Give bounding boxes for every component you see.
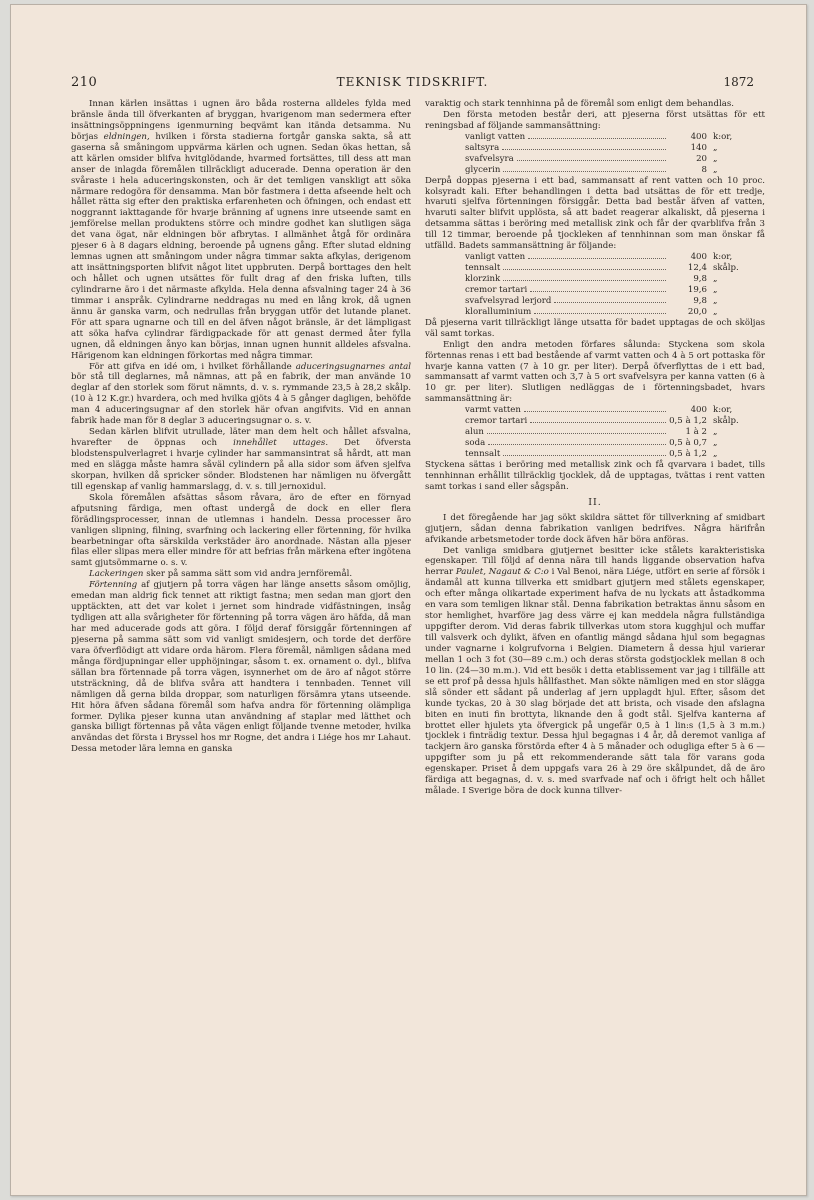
recipe-row — [465, 143, 765, 154]
ingredient-unit: k:or, — [713, 131, 733, 142]
ingredient-unit: „ — [713, 449, 718, 459]
recipe-row — [465, 427, 765, 438]
leader-dots — [530, 291, 666, 292]
ingredient-name: soda — [465, 438, 486, 449]
ingredient-unit: „ — [713, 438, 718, 449]
paragraph: Det vanliga smidbara gjutjernet besitter icke stålets karakteristiska egenskaper. Till följd af denna nära till hands liggande observation hafva herrar Paulet, Nagaut & C:o i Val Benoi, nära Liége, utfört en serie af försök i ändamål att kunna tillverka ett smidbart gjutjern med stålets egenskaper, och efter många olikartade experiment hafva de nu lyckats att åstadkomma en vara som temligen liknar stål. Denna fabrikation betraktas ännu såsom en stor hemlighet, hvarföre jag dess värre ej kan meddela några fullständiga uppgifter derom. Vid deras fabrik tillverkas utom stora kugghjul och muffar till valsverk och dylikt, äfven en ofantlig mängd sådana hjul som begagnas under vagnarne i kolgrufvorna i Belgien. Diametern å dessa hjul varierar mellan 1 och 3 fot (30—89 c.m.) och deras största godstjocklek mellan 8 och 10 lin. (24—30 m.m.). Vid ett besök i detta etablissement var jag i tillfälle att se ett prof på dessa hjuls hållfasthet. Man sökte nämligen med en stor slägga slå sönder ett sådant på underlag af jern upplagdt hjul. Efter, såsom det kunde tyckas, 20 à 30 slag började det att brista, och visade den afslagna biten en inuti fin brottyta, liknande den å godt stål. Sjelfva kanterna af brottet eller hjulets yta öfvergick på ungefär 0,5 à 1 lin:s (1,5 à 3 m.m.) tjocklek i finträdig textur. Dessa hjul begagnas i 4 år, då deremot vanliga af tackjern äro ganska förstörda efter 4 à 5 månader och odugliga efter 5 à 6 — uppgifter som ju på ett rekommenderande sätt tala för varans goda egenskaper. Priset å dem uppgafs vara 26 à 29 öre skålpundet, då de äro färdiga att begagnas, d. v. s. med svarfvade naf och i öfrigt helt och hållet målade. I Sverige böra de dock kunna tillver- — [425, 545, 765, 797]
paragraph: Då pjeserna varit tillräckligt länge utsatta för badet upptagas de och sköljas väl samt torkas. — [425, 317, 765, 339]
ingredient-unit: skålp. — [713, 263, 739, 274]
paragraph: Den första metoden består deri, att pjeserna först utsättas för ett reningsbad af följande sammansättning: — [425, 109, 765, 131]
page-number: 210 — [71, 75, 98, 90]
recipe-row — [465, 132, 765, 143]
leader-dots — [524, 411, 666, 412]
paragraph: För att gifva en idé om, i hvilket förhållande aduceringsugnarnes antal bör stå till deglarnes, må nämnas, att på en fabrik, der man använde 10 deglar af den storlek som förut nämnts, d. v. s. rymmande 23,5 à 28,2 skålp. (10 à 12 K.gr.) hvardera, och med hvilka gjöts 4 à 5 gånger dagligen, behöfde man 4 aduceringsugnar af den storlek här ofvan angifvits. Vid en annan fabrik hade man för 8 deglar 3 aduceringsugnar o. s. v. — [71, 361, 412, 427]
ingredient-quantity: 0,5 à 0,7 — [669, 438, 707, 449]
leader-dots — [528, 138, 666, 139]
ingredient-unit: „ — [713, 306, 718, 317]
recipe-table — [465, 252, 765, 318]
leader-dots — [517, 160, 666, 161]
recipe-row — [465, 438, 765, 449]
ingredient-name: alun — [465, 427, 484, 438]
recipe-row — [465, 274, 765, 285]
section-heading: II. — [588, 496, 602, 508]
leader-dots — [488, 444, 666, 445]
paragraph: Skola föremålen afsättas såsom råvara, äro de efter en förnyad afputsning färdiga, men oftast undergå de dock en eller flera förädlingsprocesser, innan de utlemnas i handeln. Dessa processer äro vanligen slipning, filning, svarfning och lackering eller förtenning, för hvilka bearbetningar ofta särskilda verkstäder äro anordnade. Nästan alla pjeser filas eller slipas mera eller mindre för att befrias från märkena efter ingötena samt gjutsömmarne o. s. v. — [71, 492, 411, 569]
ingredient-quantity: 0,5 à 1,2 — [669, 449, 707, 459]
paragraph: Lackeringen sker på samma sätt som vid andra jernföremål. — [89, 569, 353, 580]
recipe-row — [465, 165, 765, 176]
recipe-row — [465, 263, 765, 274]
paragraph: Styckena sättas i beröring med metallisk zink och få qvarvara i badet, tills tennhinnan erhållit tillräcklig tjocklek, då de upptagas, tvättas i rent vatten samt torkas i sand eller sågspån. — [425, 459, 765, 492]
ingredient-unit: „ — [713, 427, 718, 438]
paragraph: Innan kärlen insättas i ugnen äro båda rosterna alldeles fylda med bränsle ända till öfverkanten af bryggan, hvarigenom man sedermera efter insättningsöppningens igenmurning beqvämt kan itända detsamma. Nu börjas eldningen, hvilken i första stadierna fortgår ganska sakta, så att gaserna så småningom uppvärma kärlen och ugnen. Sedan ökas hettan, så att kärlen omsider blifva hvitglödande, hvarmed fortsättes, till dess att man anser de inlagda föremålen tillräckligt aducerade. Denna operation är den svåraste i hela aduceringskonsten, och är det temligen vanskligt att söka närmare redogöra för densamma. Man bör fastmera i detta afseende helt och hållet rätta sig efter den praktiska erfarenheten och öfningen, och endast ett noggrannt iakttagande för hvarje bränning af ugnens inre utseende samt en jemförelse mellan produktens större och mindre godhet kan slutligen säga det vana ögat, när eldningen bör afbrytas. I allmänhet åtgå för ordinära pjeser 6 à 8 dagars eldning, beroende på ugnens gång. Efter slutad eldning lemnas ugnen att småningom under några timmar sakta afkylas, derigenom att insättningsporten blifvit något litet uppbruten. Derpå borttages den helt och hållet och ugnen utsättes för fullt drag af den friska luften, tills cylindrarne äro i det närmaste afkylda. Hela denna afsvalning tager 24 à 36 timmar i anspråk. Cylindrarne neddragas nu med en lång krok, då ugnen ännu är ganska varm, och nedrullas från bryggan utför det lutande planet. För att spara ugnarne och till en del äfven något bränsle, är det lämpligast att söka hafva cylindrar färdigpackade för att genast dermed åter fylla ugnen, då eldningen ånyo kan börjas, innan ugnen hunnit alldeles afsvalna. Härigenom kan eldningen förkortas med några timmar. — [71, 99, 411, 361]
leader-dots — [503, 269, 666, 270]
ingredient-quantity: 8 — [701, 164, 707, 175]
ingredient-quantity: 0,5 à 1,2 — [669, 416, 707, 427]
recipe-row — [465, 252, 765, 263]
ingredient-quantity: 9,8 — [693, 274, 707, 284]
left-column — [71, 99, 411, 755]
leader-dots — [554, 302, 666, 303]
paragraph: Förtenning af gjutjern på torra vägen har länge ansetts såsom omöjlig, emedan man aldrig fick tennet att riktigt fastna; men sedan man gjort den upptäckten, att det var kolet i jernet som hindrade vidfästningen, insåg tydligen att alla svårigheter för förtenning på torra vägen äro häfda, då man har med aducerade gods att göra. I följd deraf försiggår förtenningen af pjeserna på samma sätt som vid vanligt smidesjern, och torde det derföre vara öfverflödigt att vidare orda härom. Flera föremål, nämligen sådana med många fördjupningar eller upphöjningar, såsom t. ex. ornament o. dyl., blifva sällan bra förtennade på torra vägen, isynnerhet om de äro af något större utsträckning, då de blifva svåra att handtera i tennbaden. Tennet vill nämligen då gerna bilda droppar, som naturligen försämra ytans utseende. Hit höra äfven sådana föremål som hafva andra för förtenning olämpliga former. Dylika pjeser kunna utan användning af staplar med lätthet och ganska billigt förtennas på våta vägen enligt följande tvenne metoder, hvilka användas det första i Bryssel hos mr Rogne, det andra i Liége hos mr Lahaut. Dessa metoder lära lemna en ganska — [71, 580, 411, 755]
ingredient-unit: k:or, — [713, 252, 733, 263]
ingredient-unit: skålp. — [713, 416, 739, 427]
paragraph: Sedan kärlen blifvit utrullade, läter man dem helt och hållet afsvalna, hvarefter de öppnas och innehållet uttages. Det öfversta blodstenspulverlagret i hvarje cylinder har sammansintrat så hårdt, att man med en slägga måste hamra såväl cylindern på alla sidor som äfven sjelfva skorpan, hvilken då spricker sönder. Blodstenen har nämligen nu öfvergått till egenskap af vanlig hammarslagg, d. v. s. till jernoxidul. — [71, 427, 412, 492]
recipe-row — [465, 449, 765, 460]
ingredient-name: cremor tartari — [465, 284, 528, 295]
ingredient-unit: „ — [713, 153, 718, 164]
ingredient-name: tennsalt — [465, 263, 501, 274]
recipe-row — [465, 416, 765, 427]
leader-dots — [503, 280, 666, 281]
ingredient-name: kloralluminium — [465, 306, 532, 317]
recipe-row — [465, 296, 765, 307]
ingredient-unit: „ — [713, 164, 718, 175]
ingredient-name: glycerin — [465, 164, 501, 175]
paragraph: Derpå doppas pjeserna i ett bad, sammansatt af rent vatten och 10 proc. kolsyradt kali. Efter behandlingen i detta bad utsättas de för ett tredje, hvaruti sjelfva förtenningen försiggår. Detta bad består äfven af vatten, hvaruti salter blifvit upplösta, så att badet reagerar alkaliskt, då pjeserna i detsamma sättas i beröring med metallisk zink och får der qvarblifva från 3 till 12 timmar, beroende på tjockleken af tennhinnan som man önskar få utfälld. Badets sammansättning är följande: — [425, 175, 765, 252]
document-page — [10, 4, 807, 1196]
recipe-table — [465, 132, 765, 176]
leader-dots — [503, 455, 666, 456]
ingredient-quantity: 20,0 — [687, 306, 707, 317]
ingredient-quantity: 1 à 2 — [685, 427, 707, 438]
ingredient-quantity: 20 — [696, 153, 707, 164]
recipe-row — [465, 405, 765, 416]
ingredient-name: varmt vatten — [465, 405, 521, 416]
paragraph: I det föregående har jag sökt skildra sättet för tillverkning af smidbart gjutjern, sådan denna fabrikation vanligen bedrifves. Några härifrån afvikande arbetsmetoder torde dock äfven här böra anföras. — [425, 512, 765, 545]
recipe-table — [465, 405, 765, 460]
publication-year: 1872 — [723, 75, 754, 89]
ingredient-name: tennsalt — [465, 449, 501, 459]
ingredient-unit: „ — [713, 295, 718, 306]
ingredient-name: vanligt vatten — [465, 131, 526, 142]
ingredient-quantity: 9,8 — [693, 295, 707, 306]
leader-dots — [487, 433, 666, 434]
leader-dots — [503, 171, 666, 172]
journal-title: TEKNISK TIDSKRIFT. — [336, 75, 489, 89]
leader-dots — [534, 313, 666, 314]
leader-dots — [502, 149, 666, 150]
page-header — [71, 75, 754, 91]
paragraph: Enligt den andra metoden förfares sålunda: Styckena som skola förtennas renas i ett bad bestående af varmt vatten och 4 à 5 ort pottaska för hvarje kanna vatten (7 à 10 gr. per liter). Derpå öfverflyttas de i ett bad, sammansatt af varmt vatten och 3,7 à 5 ort svafvelsyra per kanna vatten (6 à 10 gr. per liter). Slutligen nedläggas de i förtenningsbadet, hvars sammansättning är: — [425, 339, 765, 405]
ingredient-unit: k:or, — [713, 405, 733, 416]
ingredient-unit: „ — [713, 274, 718, 284]
recipe-row — [465, 307, 765, 318]
ingredient-unit: „ — [713, 284, 718, 295]
ingredient-quantity: 140 — [690, 142, 707, 153]
ingredient-quantity: 19,6 — [687, 284, 707, 295]
leader-dots — [528, 258, 666, 259]
leader-dots — [530, 422, 666, 423]
ingredient-name: svafvelsyra — [465, 153, 514, 164]
ingredient-quantity: 400 — [690, 405, 707, 416]
recipe-row — [465, 154, 765, 165]
right-column — [425, 99, 765, 797]
ingredient-quantity: 12,4 — [687, 263, 707, 274]
ingredient-name: cremor tartari — [465, 416, 528, 427]
ingredient-name: saltsyra — [465, 142, 500, 153]
ingredient-name: svafvelsyrad lerjord — [465, 295, 552, 306]
ingredient-name: klorzink — [465, 274, 501, 284]
ingredient-quantity: 400 — [690, 131, 707, 142]
ingredient-unit: „ — [713, 142, 718, 153]
ingredient-quantity: 400 — [690, 252, 707, 263]
ingredient-name: vanligt vatten — [465, 252, 526, 263]
paragraph: varaktig och stark tennhinna på de föremål som enligt dem behandlas. — [425, 99, 734, 109]
recipe-row — [465, 285, 765, 296]
